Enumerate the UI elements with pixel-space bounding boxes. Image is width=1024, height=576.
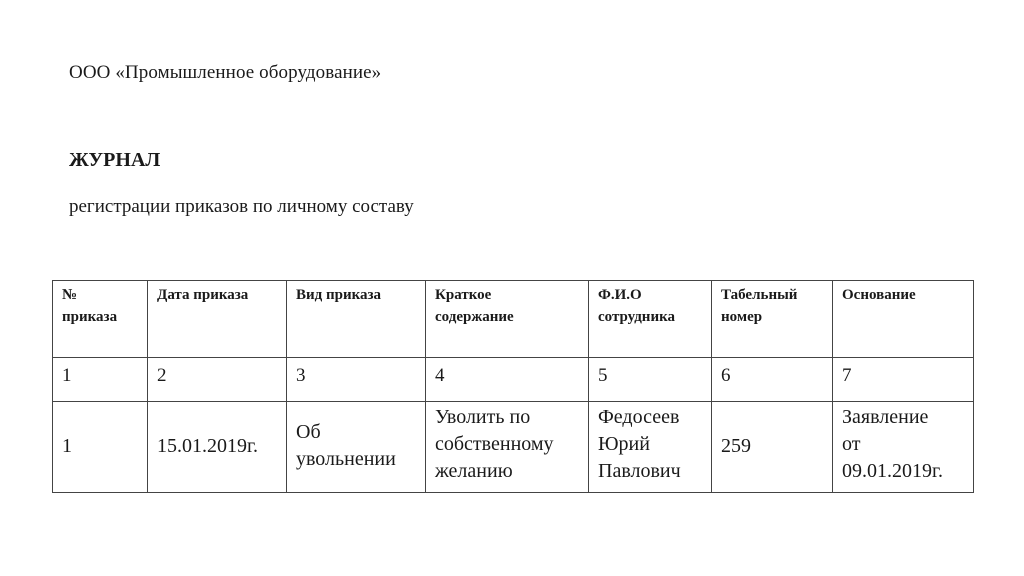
header-summary: Краткое содержание: [426, 281, 589, 358]
cell-order-date: 15.01.2019г.: [148, 402, 287, 493]
header-employee-name: Ф.И.О сотрудника: [589, 281, 712, 358]
column-number: 2: [148, 358, 287, 402]
header-order-number: № приказа: [53, 281, 148, 358]
column-number: 4: [426, 358, 589, 402]
header-order-date: Дата приказа: [148, 281, 287, 358]
column-number: 6: [712, 358, 833, 402]
company-name: ООО «Промышленное оборудование»: [69, 62, 382, 83]
header-basis: Основание: [833, 281, 974, 358]
cell-basis: Заявление от 09.01.2019г.: [833, 402, 974, 493]
table-row: [53, 402, 974, 493]
header-tab-number: Табельный номер: [712, 281, 833, 358]
header-order-type: Вид приказа: [287, 281, 426, 358]
cell-order-number: 1: [53, 402, 148, 493]
column-number: 5: [589, 358, 712, 402]
table-header-row: [53, 281, 974, 358]
orders-journal-table: [52, 280, 974, 493]
document-title: ЖУРНАЛ: [69, 149, 161, 171]
cell-tab-number: 259: [712, 402, 833, 493]
cell-employee-name: Федосеев Юрий Павлович: [589, 402, 712, 493]
column-number: 7: [833, 358, 974, 402]
document-subtitle: регистрации приказов по личному составу: [69, 196, 414, 217]
column-number: 3: [287, 358, 426, 402]
cell-summary: Уволить по собственному желанию: [426, 402, 589, 493]
column-number-row: [53, 358, 974, 402]
cell-order-type: Об увольнении: [287, 402, 426, 493]
column-number: 1: [53, 358, 148, 402]
